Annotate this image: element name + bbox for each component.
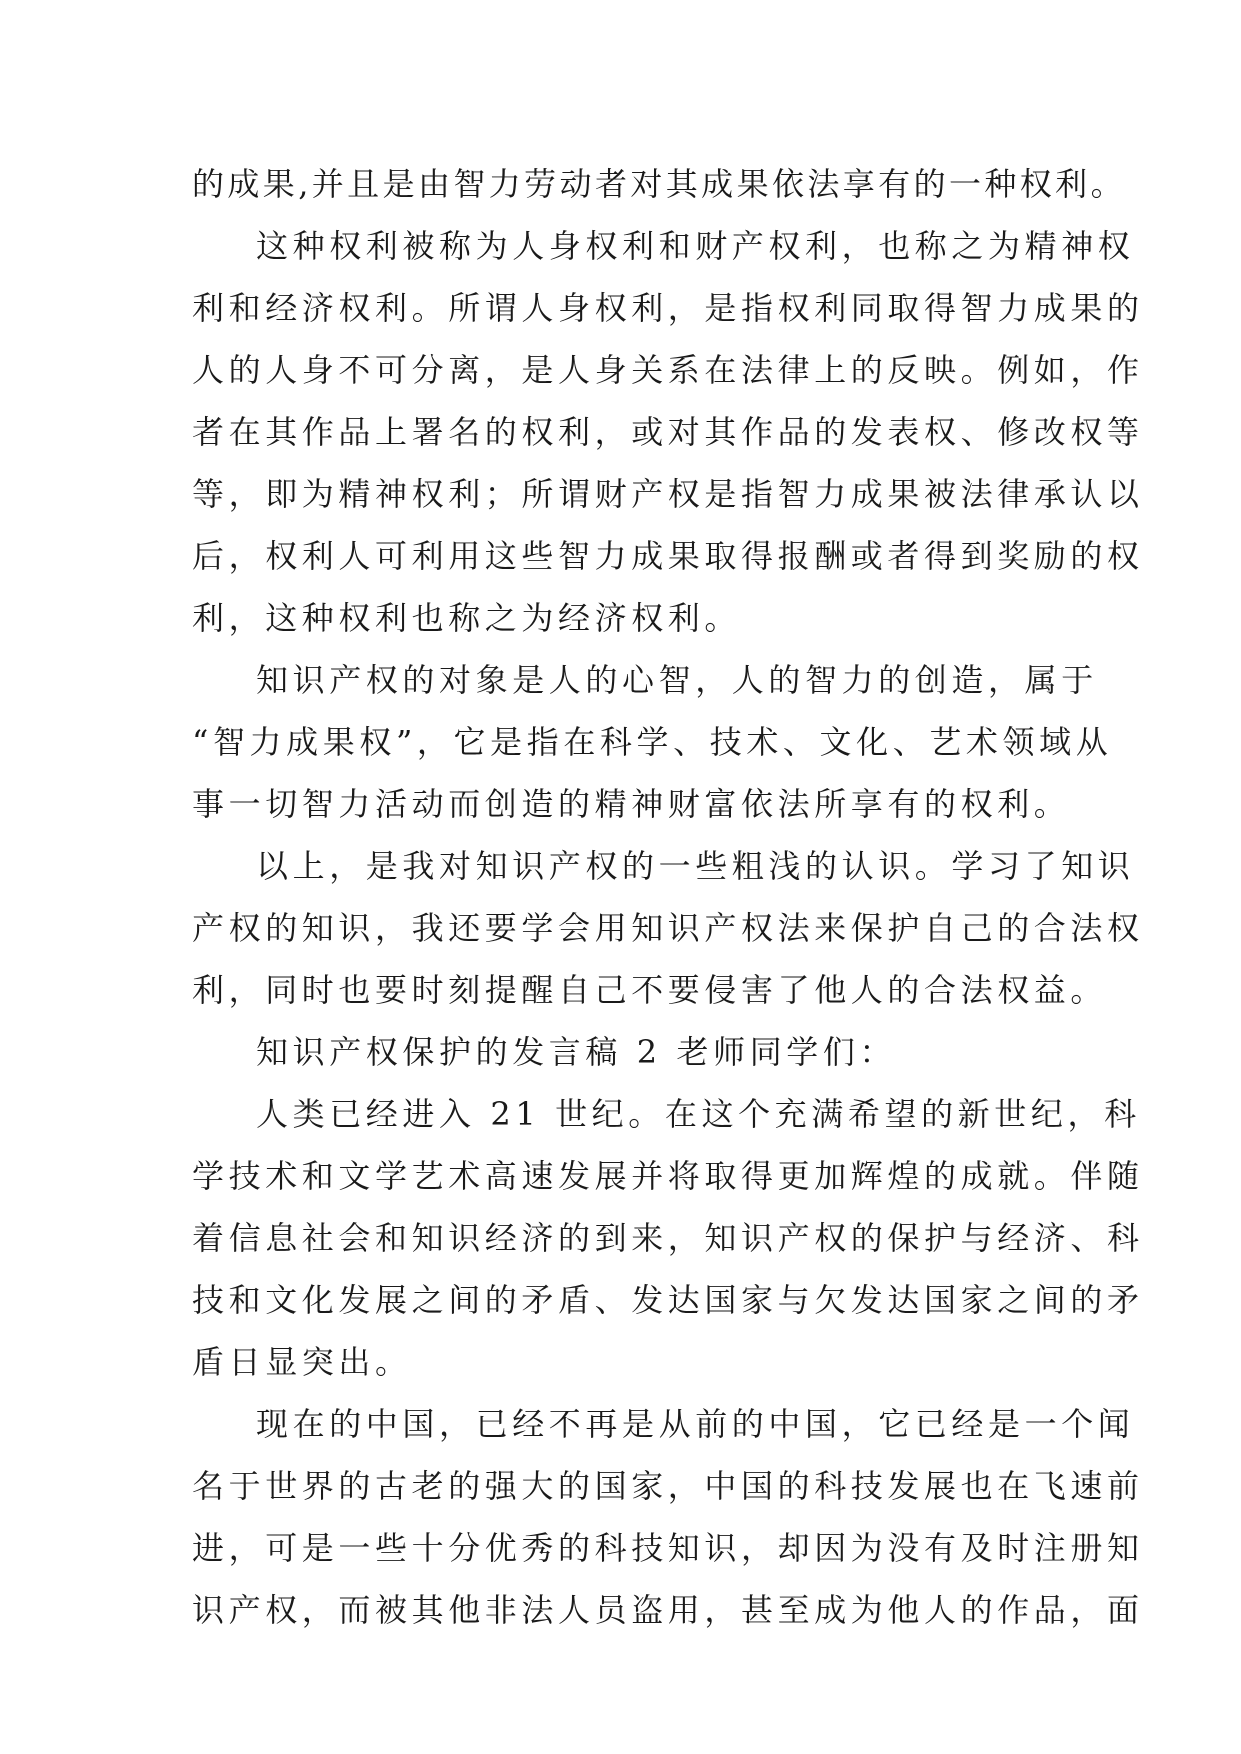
text-line: 的成果,并且是由智力劳动者对其成果依法享有的一种权利。 xyxy=(192,165,1126,203)
text-line: 利，这种权利也称之为经济权利。 xyxy=(192,599,742,637)
text-line: 现在的中国，已经不再是从前的中国，它已经是一个闻 xyxy=(256,1405,1135,1443)
text-line: 识产权，而被其他非法人员盗用，甚至成为他人的作品，面 xyxy=(192,1591,1144,1629)
text-line: 后，权利人可利用这些智力成果取得报酬或者得到奖励的权 xyxy=(192,537,1144,575)
text-line: 知识产权保护的发言稿 2 老师同学们： xyxy=(256,1033,897,1071)
text-line: 这种权利被称为人身权利和财产权利，也称之为精神权 xyxy=(256,227,1135,265)
text-line: 知识产权的对象是人的心智，人的智力的创造，属于 xyxy=(256,661,1098,699)
text-line: 利和经济权利。所谓人身权利，是指权利同取得智力成果的 xyxy=(192,289,1144,327)
text-line: 人类已经进入 21 世纪。在这个充满希望的新世纪，科 xyxy=(256,1095,1141,1133)
text-line: 学技术和文学艺术高速发展并将取得更加辉煌的成就。伴随 xyxy=(192,1157,1144,1195)
text-line: 进，可是一些十分优秀的科技知识，却因为没有及时注册知 xyxy=(192,1529,1144,1567)
text-line: 人的人身不可分离，是人身关系在法律上的反映。例如，作 xyxy=(192,351,1144,389)
text-line: 利，同时也要时刻提醒自己不要侵害了他人的合法权益。 xyxy=(192,971,1108,1009)
text-line: “智力成果权”，它是指在科学、技术、文化、艺术领域从 xyxy=(192,723,1113,761)
text-line: 等，即为精神权利；所谓财产权是指智力成果被法律承认以 xyxy=(192,475,1144,513)
text-line: 名于世界的古老的强大的国家，中国的科技发展也在飞速前 xyxy=(192,1467,1144,1505)
text-line: 技和文化发展之间的矛盾、发达国家与欠发达国家之间的矛 xyxy=(192,1281,1144,1319)
text-line: 者在其作品上署名的权利，或对其作品的发表权、修改权等 xyxy=(192,413,1144,451)
text-line: 产权的知识，我还要学会用知识产权法来保护自己的合法权 xyxy=(192,909,1144,947)
text-line: 以上，是我对知识产权的一些粗浅的认识。学习了知识 xyxy=(256,847,1135,885)
text-line: 着信息社会和知识经济的到来，知识产权的保护与经济、科 xyxy=(192,1219,1144,1257)
text-line: 事一切智力活动而创造的精神财富依法所享有的权利。 xyxy=(192,785,1071,823)
text-line: 盾日显突出。 xyxy=(192,1343,412,1381)
